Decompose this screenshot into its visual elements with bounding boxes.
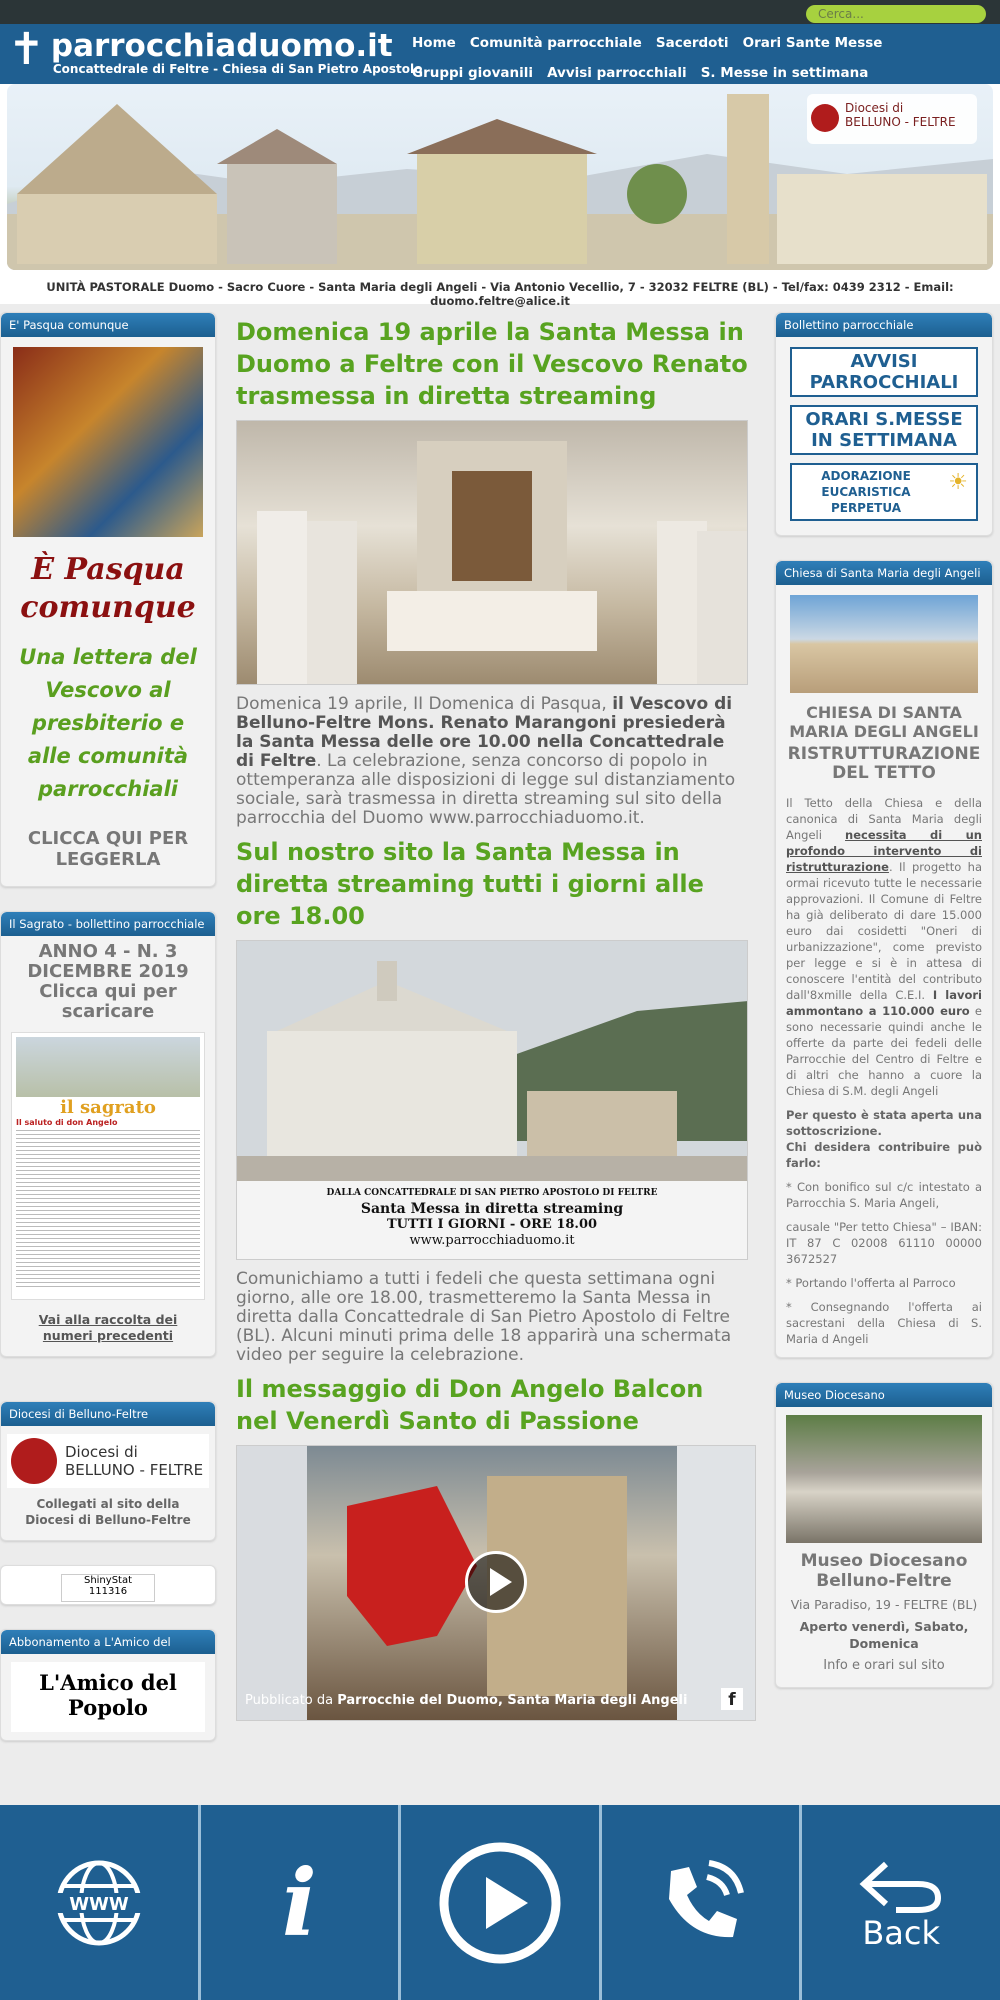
restoration-amount: I lavori ammontano a 110.000 euro	[786, 988, 982, 1018]
site-logo[interactable]	[8, 24, 423, 76]
sagrato-box-heading: Il Sagrato - bollettino parrocchiale	[1, 912, 215, 936]
nav-gruppi[interactable]: Gruppi giovanili	[412, 65, 533, 81]
sagrato-download-link[interactable]: Clicca qui per scaricare	[39, 981, 177, 1022]
shinystat-counter[interactable]	[61, 1574, 155, 1602]
poster-line-2: Santa Messa in diretta streaming	[360, 1201, 624, 1217]
video-player[interactable]	[236, 1445, 756, 1721]
diocese-box-heading: Diocesi di Belluno-Feltre	[1, 1402, 215, 1426]
option-bank-transfer: * Con bonifico sul c/c intestato a Parrocchia S. Maria Angeli,	[786, 1180, 982, 1210]
video-publisher	[245, 1693, 687, 1708]
bollettino-box	[775, 312, 993, 536]
website-button[interactable]	[0, 1805, 201, 2000]
restoration-text-1: Il Tetto della Chiesa e della canonica di Santa Maria degli Angeli	[786, 796, 982, 842]
orari-messe-button[interactable]: ORARI S.MESSE IN SETTIMANA	[790, 405, 978, 455]
nav-orari[interactable]: Orari Sante Messe	[742, 35, 883, 51]
info-icon: i	[281, 1848, 317, 1957]
poster-line-3: TUTTI I GIORNI - ORE 18.00	[386, 1217, 598, 1232]
video-author[interactable]: Parrocchie del Duomo, Santa Maria degli Angeli	[337, 1693, 688, 1708]
sagrato-box	[0, 911, 216, 1357]
phone-icon	[651, 1853, 751, 1953]
bottom-action-bar	[0, 1805, 1000, 2000]
adorazione-button[interactable]	[790, 463, 978, 521]
shinystat-label: ShinyStat	[83, 1575, 133, 1586]
play-button[interactable]	[401, 1805, 602, 2000]
back-label: Back	[862, 1913, 941, 1952]
site-header	[0, 24, 1000, 84]
article-1-text	[236, 695, 748, 828]
amico-box	[0, 1629, 216, 1741]
restoration-text-3: e sono necessarie quindi anche le offerte da parte dei fedeli delle Parrocchie del Centro di Feltre e di altri che hanno a cuore la Chiesa di S.M. degli Angeli	[786, 1004, 983, 1098]
video-play-button[interactable]	[465, 1551, 527, 1613]
diocese-logo-name: BELLUNO - FELTRE	[65, 1461, 204, 1479]
bollettino-box-heading: Bollettino parrocchiale	[776, 313, 992, 337]
address-line: UNITÀ PASTORALE Duomo - Sacro Cuore - Santa Maria degli Angeli - Via Antonio Vecellio, 7 - 32032 FELTRE (BL) - Tel/fax: 0439 2312 - Email: duomo.feltre@alice.it	[46, 280, 954, 308]
santa-maria-image[interactable]	[790, 595, 978, 693]
back-button[interactable]	[802, 1805, 1000, 2000]
nav-sacerdoti[interactable]: Sacerdoti	[655, 35, 729, 51]
option-parish-priest: * Portando l'offerta al Parroco	[786, 1276, 956, 1290]
site-tagline: Concattedrale di Feltre - Chiesa di San Pietro Apostolo	[52, 62, 423, 76]
amico-title[interactable]: L'Amico del Popolo	[11, 1662, 205, 1732]
sagrato-archive-link[interactable]: Vai alla raccolta dei numeri precedenti	[38, 1312, 178, 1343]
easter-read-link[interactable]: CLICCA QUI PER LEGGERLA	[27, 828, 189, 870]
article-3-title[interactable]: Il messaggio di Don Angelo Balcon nel Venerdì Santo di Passione	[236, 1375, 704, 1435]
article-1-text-rest: . La celebrazione, senza concorso di popolo in ottemperanza alle disposizioni di legge sul distanziamento sociale, sarà trasmessa in diretta streaming sul sito della parrocchia del Duomo www.parrocchiaduomo.it.	[236, 751, 736, 828]
globe-www-icon	[54, 1858, 144, 1948]
restoration-text-underlined: necessita di un profondo intervento di ristrutturazione	[786, 828, 982, 874]
nav-messe[interactable]: S. Messe in settimana	[700, 65, 869, 81]
site-title: parrocchiaduomo.it	[50, 28, 393, 64]
info-button[interactable]	[201, 1805, 402, 2000]
content-columns	[0, 312, 1000, 1798]
diocese-name: BELLUNO - FELTRE	[845, 115, 956, 129]
cathedral-mass-photo[interactable]	[236, 420, 748, 685]
video-pub-label: Pubblicato da	[245, 1693, 338, 1708]
left-sidebar	[0, 312, 216, 1757]
article-1-title[interactable]: Domenica 19 aprile la Santa Messa in Duomo a Feltre con il Vescovo Renato trasmessa in diretta streaming	[236, 318, 748, 410]
amico-box-heading: Abbonamento a L'Amico del	[1, 1630, 215, 1654]
museo-title[interactable]: Museo Diocesano Belluno-Feltre	[800, 1551, 968, 1591]
sagrato-cover-image[interactable]	[11, 1032, 205, 1300]
article-1-text-bold: il Vescovo di Belluno-Feltre Mons. Renato Marangoni presiederà la Santa Messa delle ore 10.00 nella Concattedrale di Feltre	[236, 694, 733, 771]
top-bar	[0, 0, 1000, 24]
diocese-box	[0, 1401, 216, 1541]
play-circle-icon	[438, 1841, 562, 1965]
easter-title[interactable]: È Pasqua comunque	[20, 552, 196, 625]
museo-opening: Aperto venerdì, Sabato, Domenica	[799, 1619, 969, 1651]
diocese-label: Diocesi di	[845, 101, 904, 115]
poster-line-4: www.parrocchiaduomo.it	[409, 1233, 575, 1248]
museo-image[interactable]	[786, 1415, 982, 1543]
nav-avvisi[interactable]: Avvisi parrocchiali	[547, 65, 687, 81]
santa-maria-box-heading: Chiesa di Santa Maria degli Angeli	[776, 561, 992, 585]
sagrato-issue: ANNO 4 - N. 3 DICEMBRE 2019	[27, 941, 189, 982]
article-2-text: Comunichiamo a tutti i fedeli che questa settimana ogni giorno, alle ore 18.00, trasmetteremo la Santa Messa in diretta dalla Concattedrale di San Pietro Apostolo di Feltre (BL). Alcuni minuti prima delle 18 apparirà una schermata video per seguire la celebrazione.	[236, 1269, 732, 1365]
subscription-note: Per questo è stata aperta una sottoscrizione.	[786, 1108, 982, 1138]
restoration-text-2: . Il progetto ha ormai ricevuto tutte le necessarie approvazioni. Il Comune di Feltre ha già deliberato di dare 15.000 euro dai cosidetti "Oneri di urbanizzazione", come previsto per legge e si è in attesa di conoscere l'entità del contributo dall'8xmille della C.E.I.	[786, 860, 982, 1002]
santa-maria-box	[775, 560, 993, 1358]
visit-count: 111316	[88, 1586, 128, 1597]
santa-maria-title: CHIESA DI SANTA MARIA DEGLI ANGELI	[789, 703, 979, 741]
restoration-title: RISTRUTTURAZIONE DEL TETTO	[787, 744, 981, 783]
museo-box-heading: Museo Diocesano	[776, 1383, 992, 1407]
main-content	[222, 312, 762, 1721]
right-sidebar	[775, 312, 993, 1704]
diocese-logo-label: Diocesi di	[65, 1443, 138, 1461]
nav-home[interactable]: Home	[412, 35, 456, 51]
streaming-poster[interactable]	[236, 940, 748, 1260]
museo-address: Via Paradiso, 19 - FELTRE (BL)	[790, 1597, 978, 1612]
restoration-text	[776, 795, 992, 1099]
avvisi-button[interactable]: AVVISI PARROCCHIALI	[790, 347, 978, 397]
nav-comunita[interactable]: Comunità parrocchiale	[469, 35, 642, 51]
sagrato-masthead: il sagrato	[60, 1097, 156, 1118]
facebook-icon[interactable]: f	[721, 1688, 743, 1710]
play-icon	[490, 1568, 512, 1596]
museo-info[interactable]: Info e orari sul sito	[823, 1658, 945, 1673]
search-input[interactable]: Cerca...	[806, 5, 986, 23]
easter-box-heading: E' Pasqua comunque	[1, 313, 215, 337]
svg-text:WWW: WWW	[69, 1893, 129, 1915]
monstrance-icon: ☀	[948, 470, 968, 495]
contribute-note: Chi desidera contribuire può farlo:	[786, 1140, 982, 1170]
article-1-text-intro: Domenica 19 aprile, II Domenica di Pasqua,	[236, 694, 613, 714]
back-arrow-icon	[856, 1856, 946, 1916]
call-button[interactable]	[602, 1805, 803, 2000]
diocese-spiral-icon	[11, 1438, 57, 1484]
easter-letter-text[interactable]: Una lettera del Vescovo al presbiterio e alle comunità parrocchiali	[19, 645, 197, 801]
sagrato-article-title: Il saluto di don Angelo	[16, 1118, 118, 1127]
easter-box	[0, 312, 216, 887]
article-2-title[interactable]: Sul nostro sito la Santa Messa in diretta streaming tutti i giorni alle ore 18.00	[236, 838, 704, 930]
adorazione-label: ADORAZIONE EUCARISTICA PERPETUA	[821, 469, 911, 515]
banner	[0, 84, 1000, 308]
poster-line-1: DALLA CONCATTEDRALE DI SAN PIETRO APOSTOLO DI FELTRE	[326, 1188, 658, 1198]
option-iban: causale "Per tetto Chiesa" – IBAN: IT 87 C 02008 61110 00000 3672527	[786, 1220, 982, 1266]
option-sacristans: * Consegnando l'offerta ai sacrestani della Chiesa di S. Maria d Angeli	[786, 1300, 982, 1346]
diocese-logo[interactable]	[7, 1434, 209, 1488]
cross-icon: ✝	[8, 24, 45, 75]
museo-box	[775, 1382, 993, 1688]
diocese-site-link[interactable]: Collegati al sito della Diocesi di Belluno-Feltre	[25, 1497, 191, 1527]
counter-box	[0, 1565, 216, 1605]
illuminated-manuscript-image[interactable]	[13, 347, 203, 537]
